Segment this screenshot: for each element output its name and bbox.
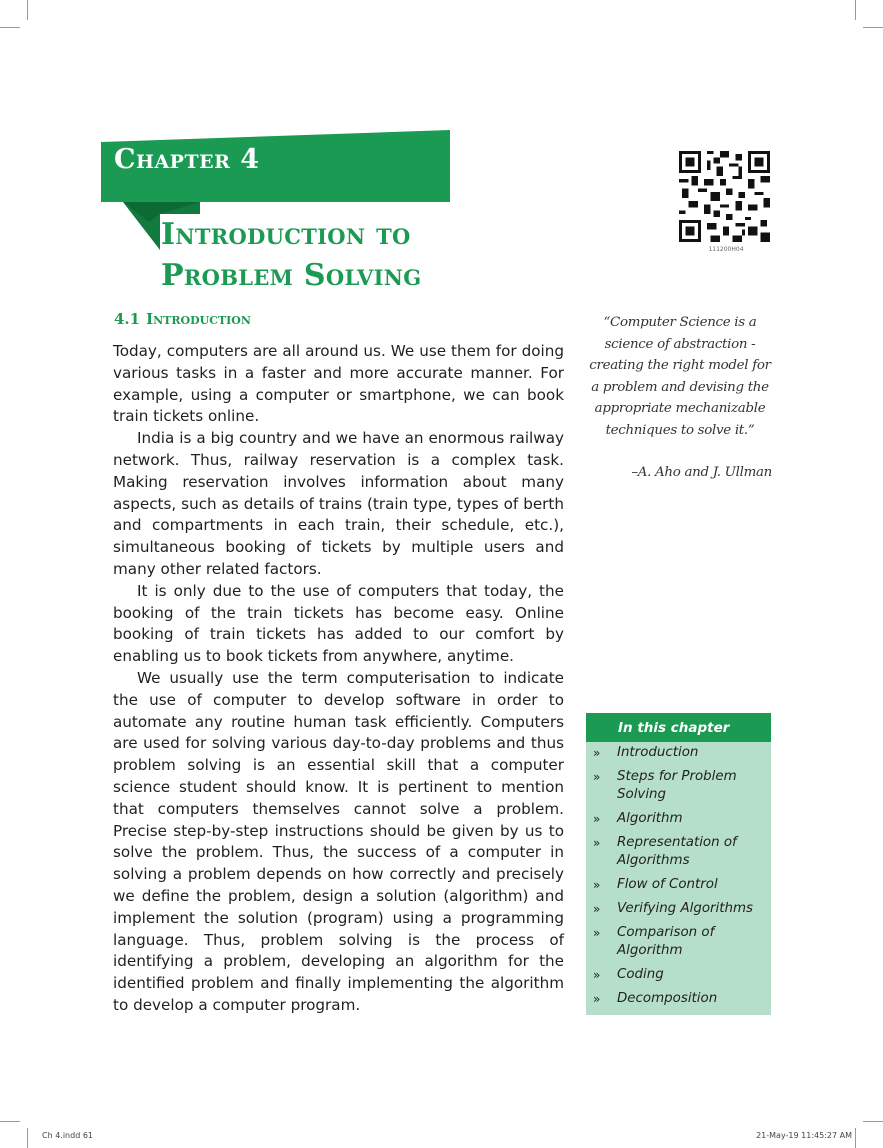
- in-this-chapter-box: [586, 713, 771, 1015]
- paragraph: It is only due to the use of computers that today, the booking of the train tickets has become easy. Online booking of train tickets has added to our comfort by enabling us to book tickets from anywhere, anytime.: [113, 581, 564, 666]
- in-this-chapter-heading: In this chapter: [586, 713, 771, 742]
- paragraph: We usually use the term computerisation to indicate the use of computer to develop software in order to automate any routine human task efficiently. Computers are used for solving various day-to-day problems and thus problem solving is an essential skill that a computer science student should know. It is pertinent to mention that computers themselves cannot solve a problem. Precise step-by-step instructions should be given by us to solve the problem. Thus, the success of a computer in solving a problem depends on how correctly and precisely we define the problem, design a solution (algorithm) and implement the solution (program) using a programming language. Thus, problem solving is the process of identifying a problem, developing an algorithm for the identified problem and finally implementing the algorithm to develop a computer program.: [113, 668, 564, 1014]
- chapter-topic-item[interactable]: [586, 834, 771, 870]
- crop-mark: [0, 27, 20, 28]
- footer-timestamp: 21-May-19 11:45:27 AM: [756, 1131, 852, 1140]
- chapter-topic-item[interactable]: [586, 744, 771, 762]
- chapter-title-line1: Introduction to: [161, 217, 411, 252]
- bullet-icon: »: [593, 836, 601, 850]
- qr-code-label: 111200H04: [708, 246, 744, 253]
- chapter-topic-item[interactable]: [586, 990, 771, 1008]
- crop-mark: [855, 1128, 856, 1148]
- chapter-topic-item[interactable]: [586, 876, 771, 894]
- crop-mark: [863, 27, 883, 28]
- chapter-topic-label: Steps for Problem Solving: [617, 769, 737, 802]
- chapter-topic-label: Representation of Algorithms: [617, 835, 737, 868]
- section-heading: [114, 310, 251, 328]
- chapter-topic-label: Flow of Control: [617, 877, 718, 892]
- crop-mark: [0, 1121, 20, 1122]
- paragraph: Today, computers are all around us. We use them for doing various tasks in a faster and more accurate manner. For example, using a computer or smartphone, we can book train tickets online.: [113, 342, 564, 426]
- bullet-icon: »: [593, 968, 601, 982]
- body-text: [113, 341, 564, 1017]
- crop-mark: [27, 0, 28, 20]
- section-number: 4.1: [114, 310, 141, 328]
- chapter-topic-item[interactable]: [586, 924, 771, 960]
- crop-mark: [863, 1121, 883, 1122]
- chapter-topics-list: [586, 742, 771, 1008]
- bullet-icon: »: [593, 770, 601, 784]
- chapter-topic-label: Comparison of Algorithm: [617, 925, 715, 958]
- chapter-topic-item[interactable]: [586, 810, 771, 828]
- paragraph: India is a big country and we have an enormous railway network. Thus, railway reservation is a complex task. Making reservation involves information about many aspects, such as details of trains (train type, types of berth and compartments in each train, their schedule, etc.), simultaneous booking of tickets by multiple users and many other related factors.: [113, 429, 564, 578]
- crop-mark: [27, 1128, 28, 1148]
- chapter-topic-label: Algorithm: [617, 811, 683, 826]
- bullet-icon: »: [593, 878, 601, 892]
- chapter-topic-label: Decomposition: [617, 991, 718, 1006]
- bullet-icon: »: [593, 926, 601, 940]
- chapter-title: [161, 214, 422, 296]
- chapter-title-line2: Problem Solving: [161, 258, 422, 293]
- chapter-topic-item[interactable]: [586, 768, 771, 804]
- chapter-topic-label: Coding: [617, 967, 664, 982]
- bullet-icon: »: [593, 746, 601, 760]
- chapter-topic-label: Verifying Algorithms: [617, 901, 753, 916]
- quote-author: –A. Aho and J. Ullman: [631, 465, 772, 480]
- side-quote: “Computer Science is a science of abstraction -creating the right model for a problem and devising the appropriate mechanizable techniques to solve it.”: [589, 315, 771, 438]
- bullet-icon: »: [593, 902, 601, 916]
- footer-file-label: Ch 4.indd 61: [42, 1131, 94, 1140]
- bullet-icon: »: [593, 992, 601, 1006]
- qr-code-icon[interactable]: [679, 151, 770, 242]
- chapter-topic-label: Introduction: [617, 745, 699, 760]
- chapter-topic-item[interactable]: [586, 966, 771, 984]
- chapter-label: Chapter 4: [114, 144, 260, 175]
- bullet-icon: »: [593, 812, 601, 826]
- chapter-topic-item[interactable]: [586, 900, 771, 918]
- crop-mark: [855, 0, 856, 20]
- section-title: Introduction: [146, 310, 251, 328]
